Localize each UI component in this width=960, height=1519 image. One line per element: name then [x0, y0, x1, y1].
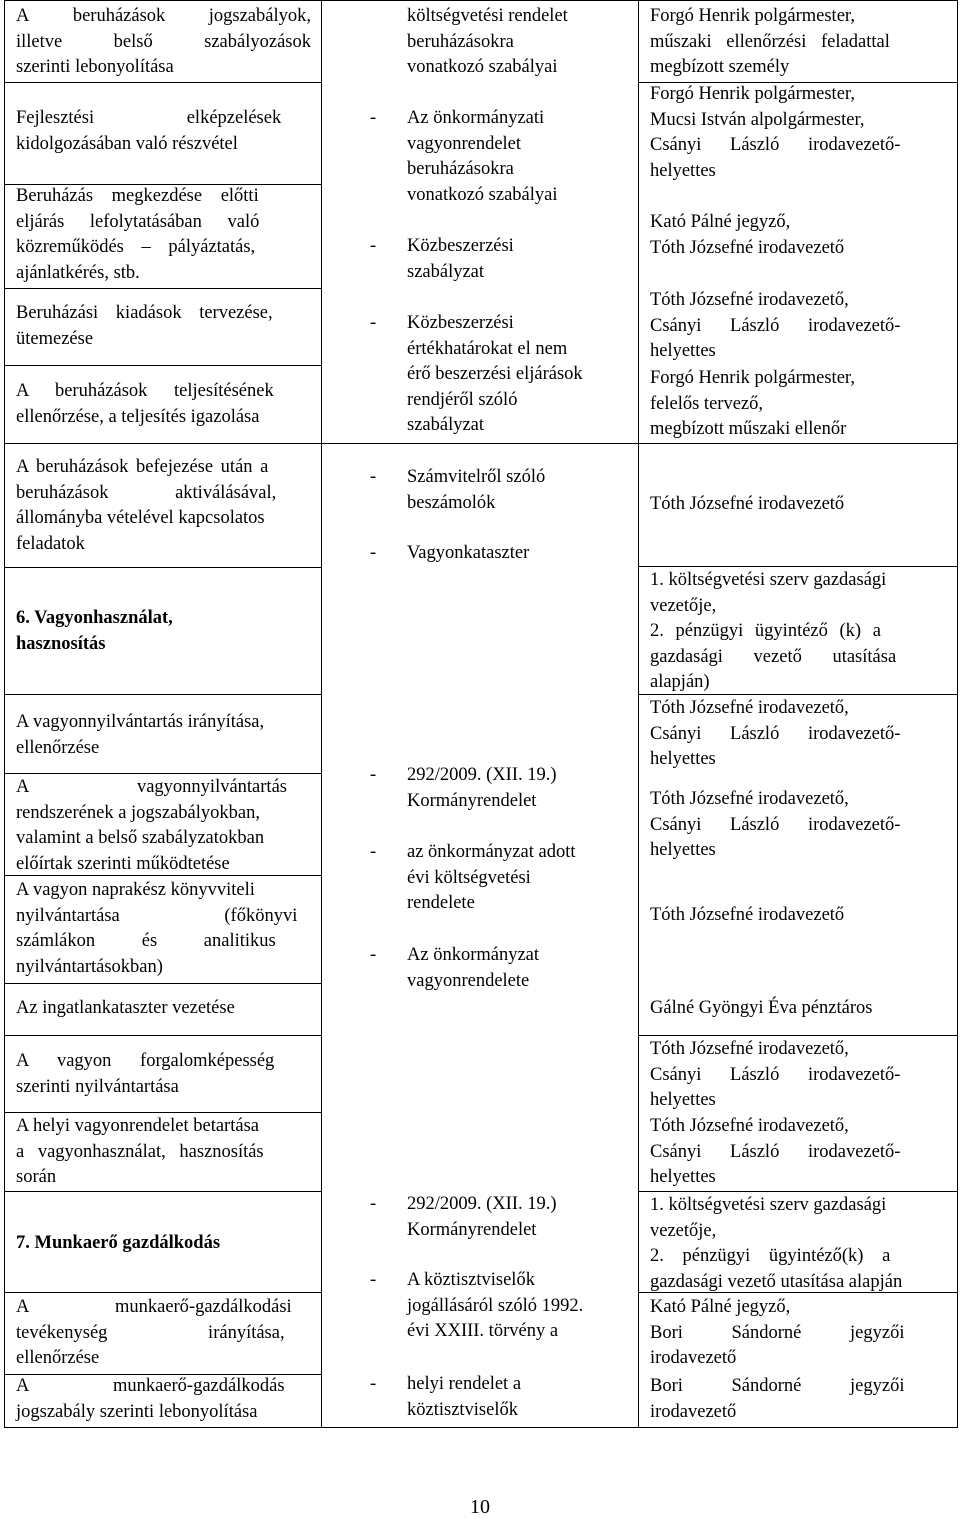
text-line: Tóth Józsefné irodavezető, [650, 1116, 849, 1136]
text-line: Bori Sándorné jegyzői [650, 1322, 905, 1343]
text-line: költségvetési rendelet [407, 6, 568, 26]
text-line: Kató Pálné jegyző, [650, 1297, 791, 1317]
text-line: a vagyonhasználat, hasznosítás [16, 1141, 264, 1162]
text-line: Vagyonkataszter [407, 543, 530, 563]
text-line: Tóth Józsefné irodavezető, [650, 698, 849, 718]
responsible-cell [650, 696, 944, 773]
dash-bullet: - [370, 236, 377, 256]
task-konyvviteli [16, 878, 311, 980]
text-line: helyettes [650, 160, 716, 181]
text-line: Csányi László irodavezető- [650, 1064, 901, 1085]
text-line: Csányi László irodavezető- [650, 135, 901, 156]
text-line: évi XXIII. törvény a [407, 1321, 559, 1342]
text-line: ütemezése [16, 328, 94, 349]
text-line: értékhatárokat el nem [407, 338, 568, 359]
text-line: Gálné Gyöngyi Éva pénztáros [650, 998, 873, 1018]
task-forgalomkepesseg [16, 1049, 311, 1100]
text-line: 292/2009. (XII. 19.) [407, 765, 557, 785]
responsible-cell [650, 568, 944, 696]
table-border-right [957, 0, 958, 1428]
word: jogszabályok, [208, 6, 311, 26]
text-line [16, 4, 311, 30]
text-line: Forgó Henrik polgármester, [650, 6, 855, 26]
dash-bullet: - [370, 467, 377, 487]
text-line: Számvitelről szóló [407, 467, 546, 487]
table-border-top [4, 0, 958, 1]
responsible-cell [650, 82, 944, 184]
text-line: előírtak szerinti működtetése [16, 853, 230, 874]
text-line: eljárás lefolytatásában való [16, 211, 260, 232]
row-line [4, 773, 322, 774]
regulation-text [407, 763, 557, 814]
text-line: felelős tervező, [650, 393, 763, 414]
text-line: helyi rendelet a [407, 1374, 522, 1394]
dash-bullet: - [370, 108, 377, 128]
text-line: vagyonrendelete [407, 970, 530, 991]
row-line [638, 1191, 958, 1192]
dash-bullet: - [370, 1194, 377, 1214]
text-line: helyettes [650, 840, 716, 861]
dash-bullet: - [370, 543, 377, 563]
text-line: Tóth Józsefné irodavezető [650, 494, 845, 514]
text-line: műszaki ellenőrzési feladattal [650, 31, 890, 52]
row-line [4, 82, 322, 83]
text-line: irodavezető [650, 1401, 737, 1422]
text-line: rendjéről szóló [407, 389, 518, 410]
regulation-text [407, 943, 539, 994]
regulation-continued [407, 4, 627, 81]
word: beruházások [72, 6, 166, 26]
text-line: ellenőrzése [16, 737, 100, 758]
column-divider-1 [321, 0, 322, 1428]
text-line: A beruházások teljesítésének [16, 381, 274, 401]
row-line [4, 1292, 322, 1293]
text-line: 1. költségvetési szerv gazdasági [650, 1195, 887, 1215]
table-border-left [4, 0, 5, 1428]
text-line: szerinti lebonyolítása [16, 57, 174, 78]
text-line: szerinti nyilvántartása [16, 1076, 179, 1097]
dash-bullet: - [370, 1270, 377, 1290]
text-line: gazdasági vezető utasítása alapján [650, 1271, 903, 1292]
dash-bullet: - [370, 765, 377, 785]
text-line: Csányi László irodavezető- [650, 723, 901, 744]
text-line: Az ingatlankataszter vezetése [16, 998, 235, 1018]
responsible-cell [650, 210, 944, 261]
text-line: Kormányrendelet [407, 1219, 537, 1240]
text-line: állományba vételével kapcsolatos [16, 508, 265, 529]
text-line: A munkaerő-gazdálkodási [16, 1297, 292, 1317]
row-line [638, 1035, 958, 1036]
row-line [638, 566, 958, 567]
text-line: szabályzat [407, 261, 485, 282]
dash-bullet: - [370, 945, 377, 965]
row-line [4, 365, 322, 366]
dash-bullet: - [370, 842, 377, 862]
text-line: hasznosítás [16, 633, 106, 654]
text-line: ajánlatkérés, stb. [16, 262, 140, 283]
text-line: 1. költségvetési szerv gazdasági [650, 570, 887, 590]
text-line: Közbeszerzési [407, 313, 514, 333]
regulation-text [407, 465, 545, 516]
text-line: 6. Vagyonhasználat, [16, 608, 173, 628]
text-line: helyettes [650, 749, 716, 770]
task-ingatlankataszter [16, 996, 311, 1022]
regulation-text [407, 1372, 521, 1423]
row-line [4, 288, 322, 289]
regulation-text [407, 541, 529, 567]
responsible-cell [650, 787, 944, 864]
row-line [4, 567, 322, 568]
text-line: A munkaerő-gazdálkodás [16, 1376, 285, 1396]
text-line: vezetője, [650, 595, 717, 616]
text-line: Csányi László irodavezető- [650, 315, 901, 336]
section-heading-6 [16, 606, 311, 657]
text-line: alapján) [650, 672, 710, 693]
text-line [16, 30, 311, 56]
text-line: Beruházás megkezdése előtti [16, 186, 259, 206]
text-line: megbízott műszaki ellenőr [650, 419, 847, 440]
text-line: A vagyonnyilvántartás irányítása, [16, 712, 265, 732]
text-line: nyilvántartása (főkönyvi [16, 905, 298, 926]
text-line: 2. pénzügyi ügyintéző(k) a [650, 1246, 891, 1267]
text-line: irodavezető [650, 1348, 737, 1369]
text-line: vonatkozó szabályai [407, 184, 558, 205]
text-line: számlákon és analitikus [16, 931, 276, 952]
text-line: Mucsi István alpolgármester, [650, 109, 865, 130]
text-line: beruházásokra [407, 159, 514, 180]
task-befejezes [16, 455, 311, 557]
word: illetve [16, 31, 63, 52]
task-vagyon-iranyitas [16, 710, 311, 761]
task-beruhazasok-jogszabalyok [16, 4, 311, 81]
task-munkaero-iranyitas [16, 1295, 311, 1372]
row-line [4, 1035, 322, 1036]
text-line: Az önkormányzati [407, 108, 545, 128]
text-line: az önkormányzat adott [407, 842, 576, 862]
responsible-cell [650, 366, 944, 443]
responsible-cell [650, 492, 944, 518]
text-line: Beruházási kiadások tervezése, [16, 303, 273, 323]
regulation-text [407, 311, 583, 439]
text-line: A köztisztviselők [407, 1270, 535, 1290]
text-line: Csányi László irodavezető- [650, 814, 901, 835]
text-line: ellenőrzése, a teljesítés igazolása [16, 406, 260, 427]
text-line: megbízott személy [650, 57, 790, 78]
regulation-text [407, 840, 576, 917]
task-fejlesztesi [16, 106, 311, 157]
text-line: A vagyon naprakész könyvviteli [16, 880, 255, 900]
responsible-cell [650, 1037, 944, 1114]
text-line: Kormányrendelet [407, 790, 537, 811]
row-line [4, 443, 958, 444]
row-line [4, 1112, 322, 1113]
responsible-cell [650, 4, 944, 81]
text-line: Bori Sándorné jegyzői [650, 1376, 905, 1396]
text-line: Kató Pálné jegyző, [650, 212, 791, 232]
text-line: Tóth Józsefné irodavezető [650, 905, 845, 925]
task-beruhazasi-kiadasok [16, 301, 311, 352]
text-line: tevékenység irányítása, [16, 1322, 285, 1343]
text-line: rendszerének a jogszabályokban, [16, 802, 260, 823]
text-line: Fejlesztési elképzelések [16, 108, 282, 128]
text-line: 7. Munkaerő gazdálkodás [16, 1233, 221, 1253]
text-line: 2. pénzügyi ügyintéző (k) a [650, 621, 881, 642]
responsible-cell [650, 1114, 944, 1191]
dash-bullet: - [370, 1374, 377, 1394]
regulation-text [407, 106, 558, 208]
text-line: során [16, 1167, 57, 1188]
regulation-text [407, 1192, 557, 1243]
text-line: beruházásokra [407, 31, 514, 52]
text-line: jogállásáról szóló 1992. [407, 1295, 584, 1316]
table-border-bottom [4, 1427, 958, 1428]
responsible-cell [650, 1374, 944, 1425]
task-beruhazas-megkezdese [16, 184, 311, 286]
text-line: 292/2009. (XII. 19.) [407, 1194, 557, 1214]
dash-bullet: - [370, 313, 377, 333]
task-munkaero-lebonyolitas [16, 1374, 311, 1425]
text-line: gazdasági vezető utasítása [650, 646, 897, 667]
word: belső [113, 31, 153, 52]
row-line [4, 1191, 322, 1192]
text-line: beruházások aktiválásával, [16, 482, 277, 503]
task-helyi-vagyonrendelet [16, 1114, 311, 1191]
text-line: köztisztviselők [407, 1399, 518, 1420]
text-line: valamint a belső szabályzatokban [16, 828, 265, 849]
responsible-cell [650, 996, 944, 1022]
responsible-cell [650, 903, 944, 929]
word: szabályozások [204, 31, 311, 52]
row-line [4, 694, 322, 695]
row-line [4, 983, 322, 984]
text-line: A vagyonnyilvántartás [16, 777, 287, 797]
text-line: Forgó Henrik polgármester, [650, 368, 855, 388]
task-teljesites [16, 379, 311, 430]
text-line: Tóth Józsefné irodavezető [650, 237, 845, 258]
text-line: Közbeszerzési [407, 236, 514, 256]
text-line: évi költségvetési [407, 867, 531, 888]
text-line: vagyonrendelet [407, 133, 522, 154]
text-line: A helyi vagyonrendelet betartása [16, 1116, 259, 1136]
column-divider-2 [638, 0, 639, 1428]
text-line: közreműködés – pályáztatás, [16, 237, 256, 258]
text-line: jogszabály szerinti lebonyolítása [16, 1401, 258, 1422]
responsible-cell [650, 1295, 944, 1372]
text-line: A vagyon forgalomképesség [16, 1051, 275, 1071]
text-line: vonatkozó szabályai [407, 57, 558, 78]
regulation-text [407, 1268, 583, 1345]
text-line: beszámolók [407, 492, 496, 513]
task-vagyon-rendszer [16, 775, 311, 877]
text-line: feladatok [16, 533, 85, 554]
text-line: helyettes [650, 1090, 716, 1111]
responsible-cell [650, 288, 944, 365]
section-heading-7 [16, 1231, 311, 1257]
text-line: Tóth Józsefné irodavezető, [650, 290, 849, 310]
text-line: Tóth Józsefné irodavezető, [650, 789, 849, 809]
text-line: kidolgozásában való részvétel [16, 133, 238, 154]
text-line: Csányi László irodavezető- [650, 1141, 901, 1162]
text-line: helyettes [650, 341, 716, 362]
responsible-cell [650, 1193, 944, 1295]
text-line: nyilvántartásokban) [16, 956, 163, 977]
text-line: Az önkormányzat [407, 945, 540, 965]
page-number: 10 [470, 1496, 490, 1518]
text-line: rendelete [407, 893, 475, 914]
text-line: érő beszerzési eljárások [407, 364, 583, 385]
text-line: A beruházások befejezése után a [16, 457, 269, 477]
text-line: helyettes [650, 1167, 716, 1188]
regulation-text [407, 234, 514, 285]
text-line: vezetője, [650, 1220, 717, 1241]
text-line: Tóth Józsefné irodavezető, [650, 1039, 849, 1059]
text-line: szabályzat [407, 415, 485, 436]
word: A [16, 6, 30, 26]
text-line: Forgó Henrik polgármester, [650, 84, 855, 104]
text-line: ellenőrzése [16, 1348, 100, 1369]
